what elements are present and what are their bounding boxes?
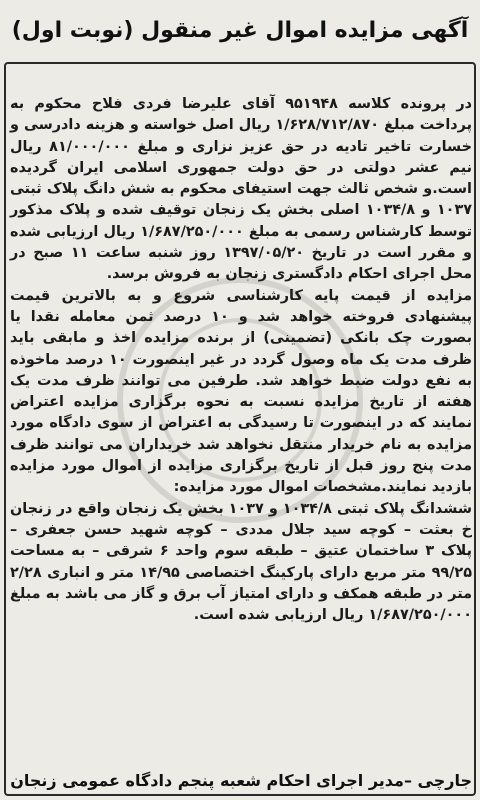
notice-header: [6, 8, 474, 54]
notice-paragraph-3: ششدانگ پلاک ثبتی ۱۰۳۴/۸ و ۱۰۳۷ بخش یک زنجان واقع در زنجان خ بعثت – کوچه سید جلال مددی – کوچه شهید حسن جعفری – پلاک ۳ ساختمان عتیق – طبقه سوم واحد ۶ شرقی – به مساحت ۹۹/۲۵ متر مربع دارای پارکینگ اختصاصی ۱۴/۹۵ متر و انباری ۲/۲۸ متر در طبقه همکف و دارای امتیاز آب برق و گاز می باشد به مبلغ ۱/۶۸۷/۲۵۰/۰۰۰ ریال ارزیابی شده است.: [10, 500, 473, 624]
notice-body: [10, 94, 472, 626]
notice-paragraph-1: در پرونده کلاسه ۹۵۱۹۴۸ آقای علیرضا فردی فلاح محکوم به پرداخت مبلغ ۱/۶۲۸/۷۱۲/۸۷۰ ریال اصل خواسته و هزینه دادرسی و خسارت تاخیر تادیه در حق عزیز نزاری و مبلغ ۸۱/۰۰۰/۰۰۰ ریال نیم عشر دولتی در حق دولت جمهوری اسلامی ایران گردیده است.و شخص ثالث جهت استیفای محکوم به شش دانگ پلاک ثبتی ۱۰۳۷ و ۱۰۳۴/۸ اصلی بخش یک زنجان توقیف شده و پلاک مذکور توسط کارشناس رسمی به مبلغ ۱/۶۸۷/۲۵۰/۰۰۰ ریال ارزیابی شده و مقرر است در تاریخ ۱۳۹۷/۰۵/۲۰ روز شنبه ساعت ۱۱ صبح در محل اجرای احکام دادگستری زنجان به فروش برسد.: [10, 96, 473, 283]
notice-signature: جارچی –مدیر اجرای احکام شعبه پنجم دادگاه عمومی زنجان: [10, 771, 472, 790]
notice-title: آگهی مزایده اموال غیر منقول (نوبت اول): [11, 18, 469, 43]
notice-paragraph-2: مزایده از قیمت پایه کارشناسی شروع و به بالاترین قیمت پیشنهادی فروخته خواهد شد و ۱۰ درصد ثمن معامله نقدا یا بصورت چک بانکی (تضمینی) از برنده مزایده اخذ و مابقی باید ظرف مدت یک ماه وصول گردد در غیر اینصورت ۱۰ درصد ماخوذه به نفع دولت ضبط خواهد شد. طرفین می توانند ظرف مدت یک هفته از تاریخ مزایده نسبت به نحوه برگزاری مزایده اعتراض نمایند که در اینصورت تا رسیدگی به اعتراض از سوی دادگاه مورد مزایده به نام خریدار منتقل نخواهد شد خریداران می توانند ظرف مدت پنج روز قبل از تاریخ برگزاری مزایده از اموال مورد مزایده بازدید نمایند.مشخصات اموال مورد مزایده:: [10, 287, 472, 496]
